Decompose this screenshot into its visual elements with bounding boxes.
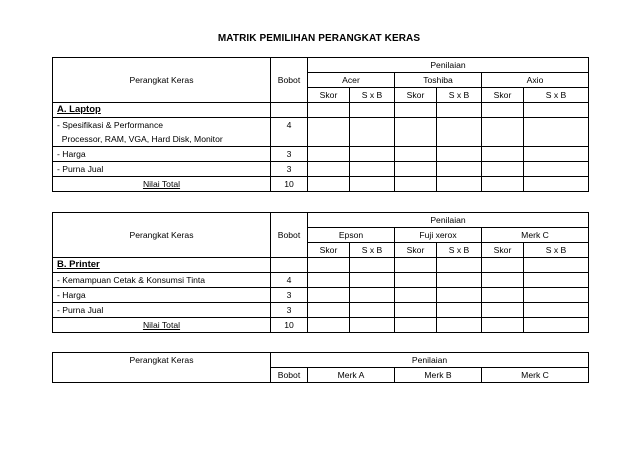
bobot-value: 3 [271, 288, 308, 303]
criteria-label: - Purna Jual [53, 162, 271, 177]
sxb-header: S x B [524, 243, 589, 258]
vendor-header: Acer [308, 73, 395, 88]
bobot-value: 3 [271, 303, 308, 318]
summary-matrix-table [52, 352, 589, 383]
sxb-header: S x B [350, 243, 395, 258]
nilai-total-label: Nilai Total [53, 177, 271, 192]
bobot-value: 4 [271, 118, 308, 133]
header-penilaian: Penilaian [271, 353, 589, 368]
bobot-value: 3 [271, 162, 308, 177]
vendor-header: Merk B [395, 368, 482, 383]
header-penilaian: Penilaian [308, 58, 589, 73]
skor-header: Skor [482, 243, 524, 258]
sxb-header: S x B [350, 88, 395, 103]
page-title: MATRIK PEMILIHAN PERANGKAT KERAS [217, 33, 421, 44]
table-row [53, 147, 589, 162]
vendor-header: Epson [308, 228, 395, 243]
skor-header: Skor [308, 243, 350, 258]
bobot-value: 4 [271, 273, 308, 288]
section-printer: B. Printer [53, 258, 271, 273]
table-row [53, 303, 589, 318]
criteria-label: - Spesifikasi & Performance [53, 118, 271, 133]
laptop-matrix-table [52, 57, 589, 192]
bobot-value: 3 [271, 147, 308, 162]
table-row [53, 118, 589, 133]
sxb-header: S x B [437, 243, 482, 258]
skor-header: Skor [395, 243, 437, 258]
header-perangkat-keras: Perangkat Keras [53, 58, 271, 103]
sxb-header: S x B [437, 88, 482, 103]
vendor-header: Merk C [482, 368, 589, 383]
header-bobot: Bobot [271, 58, 308, 103]
vendor-header: Fuji xerox [395, 228, 482, 243]
table-row [53, 288, 589, 303]
section-laptop: A. Laptop [53, 103, 271, 118]
total-row [53, 177, 589, 192]
criteria-label: - Purna Jual [53, 303, 271, 318]
header-perangkat-keras: Perangkat Keras [53, 353, 271, 383]
skor-header: Skor [395, 88, 437, 103]
vendor-header: Axio [482, 73, 589, 88]
header-penilaian: Penilaian [308, 213, 589, 228]
table-row [53, 162, 589, 177]
skor-header: Skor [482, 88, 524, 103]
total-bobot: 10 [271, 318, 308, 333]
nilai-total-label: Nilai Total [53, 318, 271, 333]
table-row [53, 273, 589, 288]
printer-matrix-table [52, 212, 589, 333]
criteria-label: - Harga [53, 147, 271, 162]
sxb-header: S x B [524, 88, 589, 103]
header-bobot: Bobot [271, 213, 308, 258]
criteria-sublabel: Processor, RAM, VGA, Hard Disk, Monitor [53, 132, 271, 147]
skor-header: Skor [308, 88, 350, 103]
vendor-header: Toshiba [395, 73, 482, 88]
criteria-label: - Harga [53, 288, 271, 303]
vendor-header: Merk A [308, 368, 395, 383]
total-bobot: 10 [271, 177, 308, 192]
criteria-label: - Kemampuan Cetak & Konsumsi Tinta [53, 273, 271, 288]
total-row [53, 318, 589, 333]
header-perangkat-keras: Perangkat Keras [53, 213, 271, 258]
header-bobot: Bobot [271, 368, 308, 383]
vendor-header: Merk C [482, 228, 589, 243]
